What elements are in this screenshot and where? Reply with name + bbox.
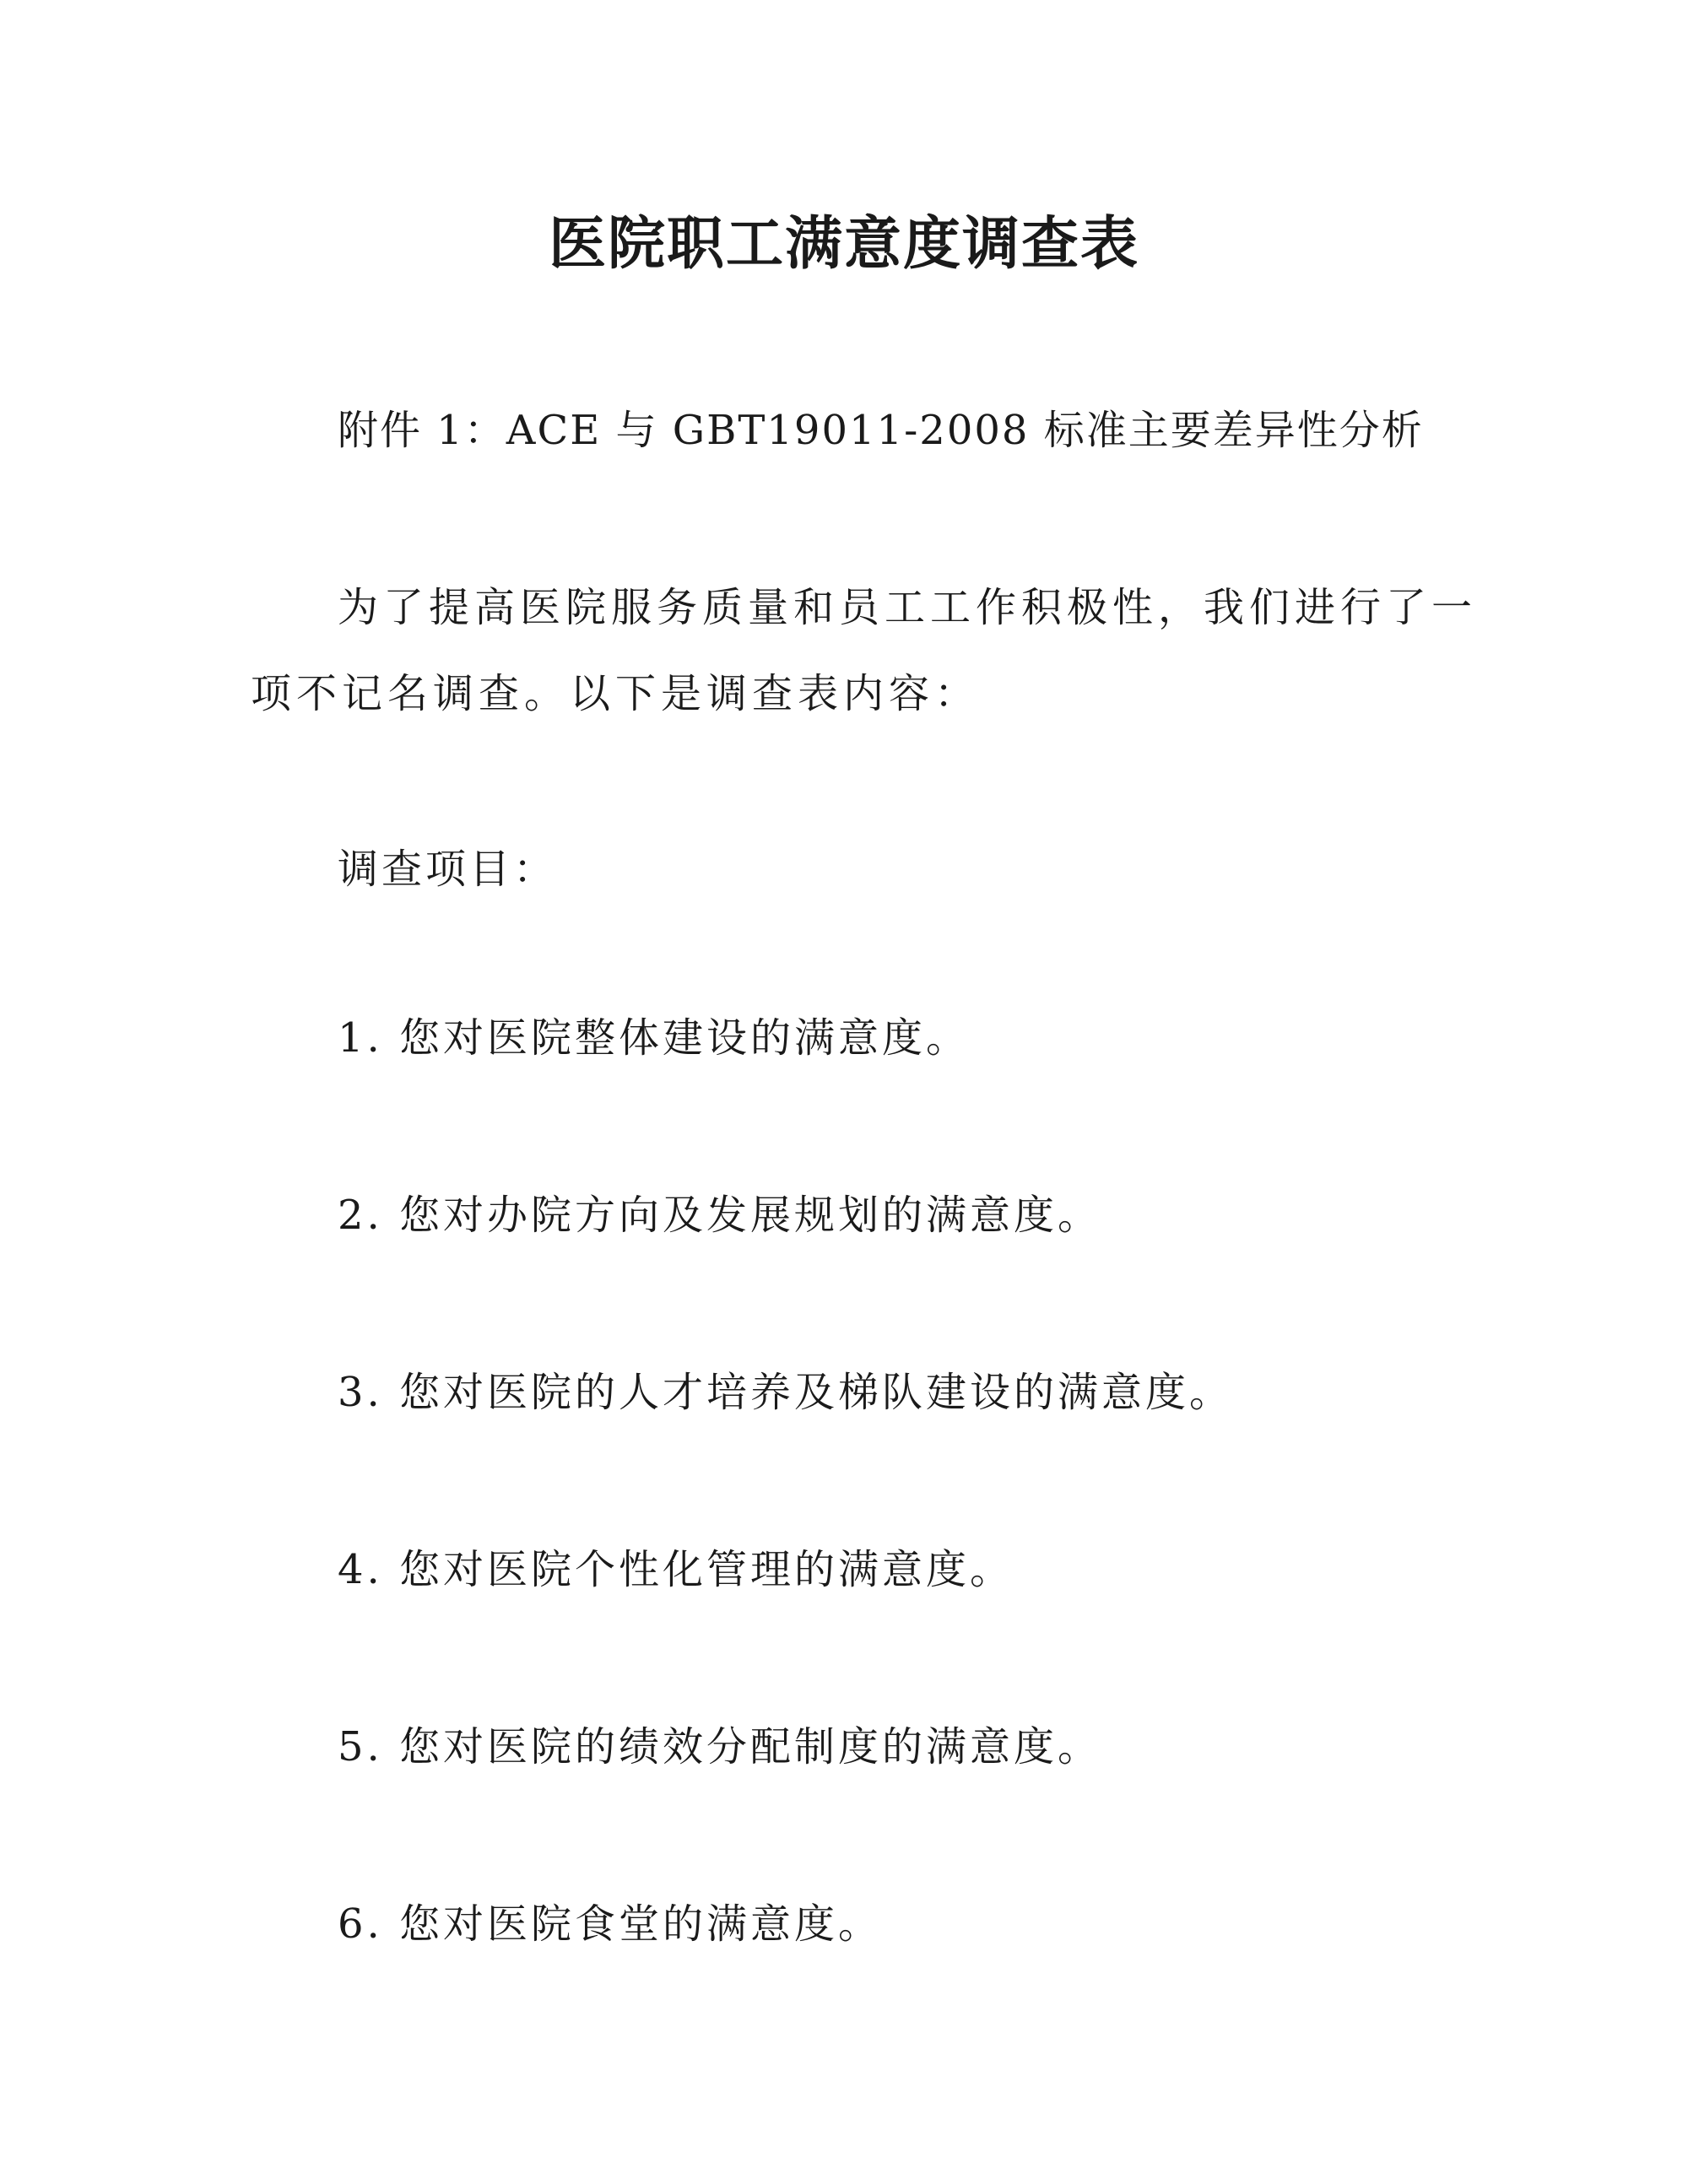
survey-item-5: 5. 您对医院的绩效分配制度的满意度。 — [338, 1723, 1102, 1770]
survey-item-4: 4. 您对医院个性化管理的满意度。 — [338, 1546, 1014, 1593]
survey-item-1: 1. 您对医院整体建设的满意度。 — [338, 1014, 971, 1062]
survey-item-2: 2. 您对办院方向及发展规划的满意度。 — [338, 1192, 1102, 1239]
page-title: 医院职工满意度调查表 — [548, 211, 1139, 278]
attachment-line: 附件 1：ACE 与 GBT19011-2008 标准主要差异性分析 — [338, 407, 1424, 454]
intro-paragraph-line-1: 为了提高医院服务质量和员工工作积极性，我们进行了一 — [338, 584, 1478, 631]
section-heading: 调查项目： — [338, 846, 558, 893]
survey-item-3: 3. 您对医院的人才培养及梯队建设的满意度。 — [338, 1369, 1234, 1416]
intro-paragraph-line-2: 项不记名调查。以下是调查表内容： — [251, 670, 981, 717]
survey-item-6: 6. 您对医院食堂的满意度。 — [338, 1900, 883, 1948]
